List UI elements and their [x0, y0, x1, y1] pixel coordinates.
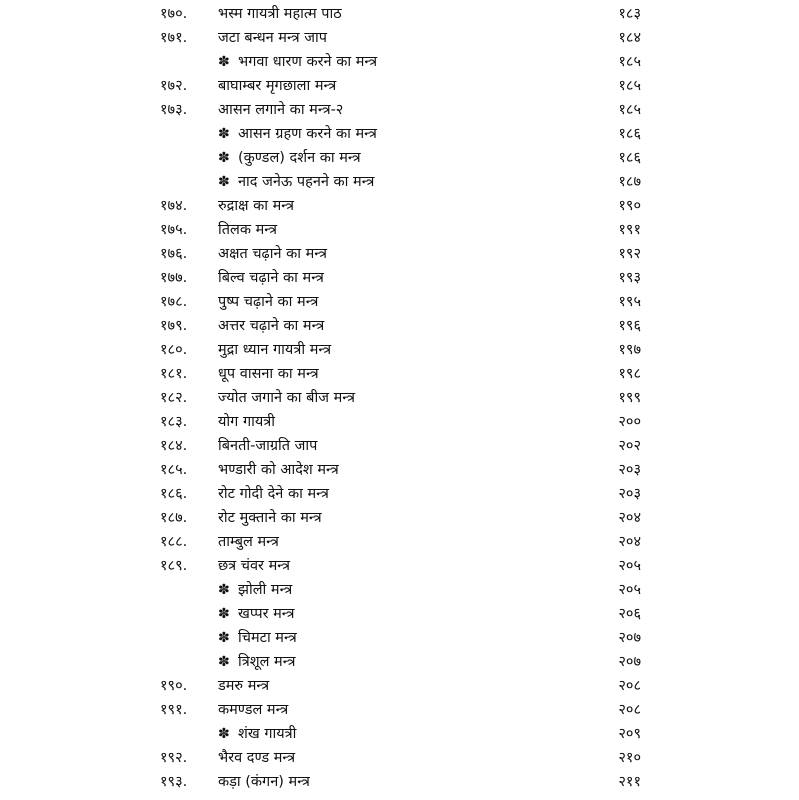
asterisk-bullet-icon: ✽	[218, 54, 230, 70]
entry-number: १८४.	[160, 438, 188, 454]
entry-title-text: चिमटा मन्त्र	[238, 630, 297, 646]
entry-title	[218, 458, 339, 482]
asterisk-bullet-icon: ✽	[218, 606, 230, 622]
toc-entry	[0, 362, 799, 386]
entry-title	[218, 386, 355, 410]
entry-page-number: २०३	[618, 486, 641, 502]
entry-page-number: १८५	[618, 102, 641, 118]
entry-page-number: २०३	[618, 462, 641, 478]
toc-entry	[0, 674, 799, 698]
sub-entry-title	[218, 626, 297, 650]
toc-entry	[0, 746, 799, 770]
toc-entry	[0, 314, 799, 338]
entry-page-number: १८३	[618, 6, 641, 22]
entry-number: १८९.	[160, 558, 188, 574]
entry-title	[218, 410, 275, 434]
entry-number: १७९.	[160, 318, 188, 334]
entry-title-text: ताम्बुल मन्त्र	[218, 534, 279, 550]
entry-title-text: नाद जनेऊ पहनने का मन्त्र	[238, 174, 375, 190]
toc-entry	[0, 194, 799, 218]
entry-title-text: मुद्रा ध्यान गायत्री मन्त्र	[218, 342, 332, 358]
entry-page-number: २०८	[618, 678, 641, 694]
sub-entry-title	[218, 602, 295, 626]
asterisk-bullet-icon: ✽	[218, 174, 230, 190]
entry-title	[218, 698, 288, 722]
entry-title-text: जटा बन्धन मन्त्र जाप	[218, 30, 328, 46]
toc-entry	[0, 626, 799, 650]
sub-entry-title	[218, 170, 374, 194]
entry-page-number: २११	[618, 774, 641, 790]
entry-title	[218, 746, 295, 770]
entry-number: १७३.	[160, 102, 188, 118]
entry-number: १७६.	[160, 246, 188, 262]
entry-title-text: कमण्डल मन्त्र	[218, 702, 289, 718]
entry-page-number: १९९	[618, 390, 641, 406]
entry-page-number: १८६	[618, 150, 641, 166]
entry-page-number: २०८	[618, 702, 641, 718]
toc-entry	[0, 530, 799, 554]
toc-entry	[0, 74, 799, 98]
toc-entry	[0, 170, 799, 194]
entry-number: १७२.	[160, 78, 188, 94]
toc-entry	[0, 722, 799, 746]
entry-number: १८३.	[160, 414, 188, 430]
toc-entry	[0, 290, 799, 314]
entry-page-number: १९५	[618, 294, 641, 310]
entry-page-number: २०७	[618, 630, 641, 646]
toc-entry	[0, 26, 799, 50]
entry-number: १७७.	[160, 270, 188, 286]
entry-title-text: डमरु मन्त्र	[218, 678, 270, 694]
entry-title	[218, 218, 277, 242]
toc-entry	[0, 650, 799, 674]
entry-page-number: १९०	[618, 198, 641, 214]
entry-page-number: १९३	[618, 270, 641, 286]
entry-title-text: रोट गोदी देने का मन्त्र	[218, 486, 329, 502]
sub-entry-title	[218, 578, 292, 602]
entry-title	[218, 2, 342, 26]
sub-entry-title	[218, 146, 361, 170]
entry-title-text: आसन ग्रहण करने का मन्त्र	[238, 126, 377, 142]
toc-entry	[0, 434, 799, 458]
entry-number: १८२.	[160, 390, 188, 406]
entry-title	[218, 314, 324, 338]
entry-number: १८१.	[160, 366, 188, 382]
entry-number: १७१.	[160, 30, 188, 46]
entry-title-text: खप्पर मन्त्र	[238, 606, 295, 622]
entry-page-number: १८७	[618, 174, 641, 190]
entry-title-text: धूप वासना का मन्त्र	[218, 366, 319, 382]
entry-title-text: झोली मन्त्र	[238, 582, 293, 598]
toc-entry	[0, 122, 799, 146]
entry-title	[218, 506, 322, 530]
entry-page-number: १८६	[618, 126, 641, 142]
toc-entry	[0, 482, 799, 506]
entry-number: १८०.	[160, 342, 188, 358]
entry-title-text: बाघाम्बर मृगछाला मन्त्र	[218, 78, 337, 94]
entry-title	[218, 554, 290, 578]
entry-title-text: छत्र चंवर मन्त्र	[218, 558, 290, 574]
entry-number: १८५.	[160, 462, 188, 478]
entry-page-number: २०६	[618, 606, 641, 622]
entry-title	[218, 530, 279, 554]
entry-title	[218, 242, 327, 266]
entry-page-number: २०७	[618, 654, 641, 670]
entry-title-text: भैरव दण्ड मन्त्र	[218, 750, 296, 766]
sub-entry-title	[218, 650, 295, 674]
toc-entry	[0, 410, 799, 434]
entry-page-number: १९१	[618, 222, 641, 238]
asterisk-bullet-icon: ✽	[218, 726, 230, 742]
entry-page-number: २१०	[618, 750, 641, 766]
entry-title-text: अत्तर चढ़ाने का मन्त्र	[218, 318, 325, 334]
asterisk-bullet-icon: ✽	[218, 630, 230, 646]
entry-title	[218, 290, 318, 314]
entry-title	[218, 266, 324, 290]
toc-entry	[0, 2, 799, 26]
toc-entry	[0, 698, 799, 722]
toc-entry	[0, 338, 799, 362]
entry-number: १९०.	[160, 678, 188, 694]
entry-number: १९३.	[160, 774, 188, 790]
entry-title	[218, 26, 327, 50]
entry-title	[218, 674, 269, 698]
toc-entry	[0, 98, 799, 122]
toc-entry	[0, 146, 799, 170]
entry-title	[218, 362, 319, 386]
asterisk-bullet-icon: ✽	[218, 150, 230, 166]
toc-entry	[0, 602, 799, 626]
entry-page-number: १९६	[618, 318, 641, 334]
sub-entry-title	[218, 722, 296, 746]
entry-number: १७०.	[160, 6, 188, 22]
entry-number: १९१.	[160, 702, 188, 718]
entry-title-text: भस्म गायत्री महात्म पाठ	[218, 6, 342, 22]
entry-page-number: २०९	[618, 726, 641, 742]
entry-number: १९२.	[160, 750, 188, 766]
toc-entry	[0, 266, 799, 290]
entry-page-number: १८५	[618, 54, 641, 70]
toc-entry	[0, 578, 799, 602]
entry-title-text: अक्षत चढ़ाने का मन्त्र	[218, 246, 328, 262]
entry-title-text: त्रिशूल मन्त्र	[238, 654, 296, 670]
entry-title-text: ज्योत जगाने का बीज मन्त्र	[218, 390, 355, 406]
entry-title	[218, 194, 294, 218]
entry-number: १८६.	[160, 486, 188, 502]
asterisk-bullet-icon: ✽	[218, 126, 230, 142]
entry-title-text: शंख गायत्री	[238, 726, 297, 742]
entry-title	[218, 338, 331, 362]
entry-title-text: रोट मुक्ताने का मन्त्र	[218, 510, 322, 526]
asterisk-bullet-icon: ✽	[218, 582, 230, 598]
entry-title-text: योग गायत्री	[218, 414, 276, 430]
toc-entry	[0, 770, 799, 794]
asterisk-bullet-icon: ✽	[218, 654, 230, 670]
entry-page-number: २०४	[618, 510, 641, 526]
sub-entry-title	[218, 50, 377, 74]
entry-title-text: बिल्व चढ़ाने का मन्त्र	[218, 270, 324, 286]
toc-entry	[0, 242, 799, 266]
entry-title	[218, 770, 310, 794]
entry-title-text: भगवा धारण करने का मन्त्र	[238, 54, 378, 70]
entry-title-text: बिनती-जाग्रति जाप	[218, 438, 318, 454]
entry-title-text: तिलक मन्त्र	[218, 222, 277, 238]
entry-title-text: (कुण्डल) दर्शन का मन्त्र	[238, 150, 361, 166]
toc-entry	[0, 458, 799, 482]
entry-number: १८७.	[160, 510, 188, 526]
entry-page-number: १८४	[618, 30, 641, 46]
toc-entry	[0, 506, 799, 530]
entry-title	[218, 98, 343, 122]
entry-page-number: १९७	[618, 342, 641, 358]
toc-entry	[0, 386, 799, 410]
entry-number: १७८.	[160, 294, 188, 310]
entry-title-text: पुष्प चढ़ाने का मन्त्र	[218, 294, 319, 310]
entry-number: १८८.	[160, 534, 188, 550]
entry-page-number: २००	[618, 414, 641, 430]
entry-page-number: १९२	[618, 246, 641, 262]
entry-page-number: २०४	[618, 534, 641, 550]
entry-page-number: २०५	[618, 558, 641, 574]
entry-page-number: १८५	[618, 78, 641, 94]
toc-entry	[0, 218, 799, 242]
entry-title	[218, 74, 336, 98]
entry-page-number: २०२	[618, 438, 641, 454]
entry-number: १७४.	[160, 198, 188, 214]
toc-entry	[0, 554, 799, 578]
entry-title	[218, 482, 329, 506]
entry-title-text: रुद्राक्ष का मन्त्र	[218, 198, 295, 214]
sub-entry-title	[218, 122, 377, 146]
entry-title-text: भण्डारी को आदेश मन्त्र	[218, 462, 339, 478]
entry-title-text: आसन लगाने का मन्त्र-२	[218, 102, 344, 118]
entry-page-number: २०५	[618, 582, 641, 598]
entry-title	[218, 434, 317, 458]
toc-entry	[0, 50, 799, 74]
entry-number: १७५.	[160, 222, 188, 238]
entry-title-text: कड़ा (कंगन) मन्त्र	[218, 774, 310, 790]
entry-page-number: १९८	[618, 366, 641, 382]
